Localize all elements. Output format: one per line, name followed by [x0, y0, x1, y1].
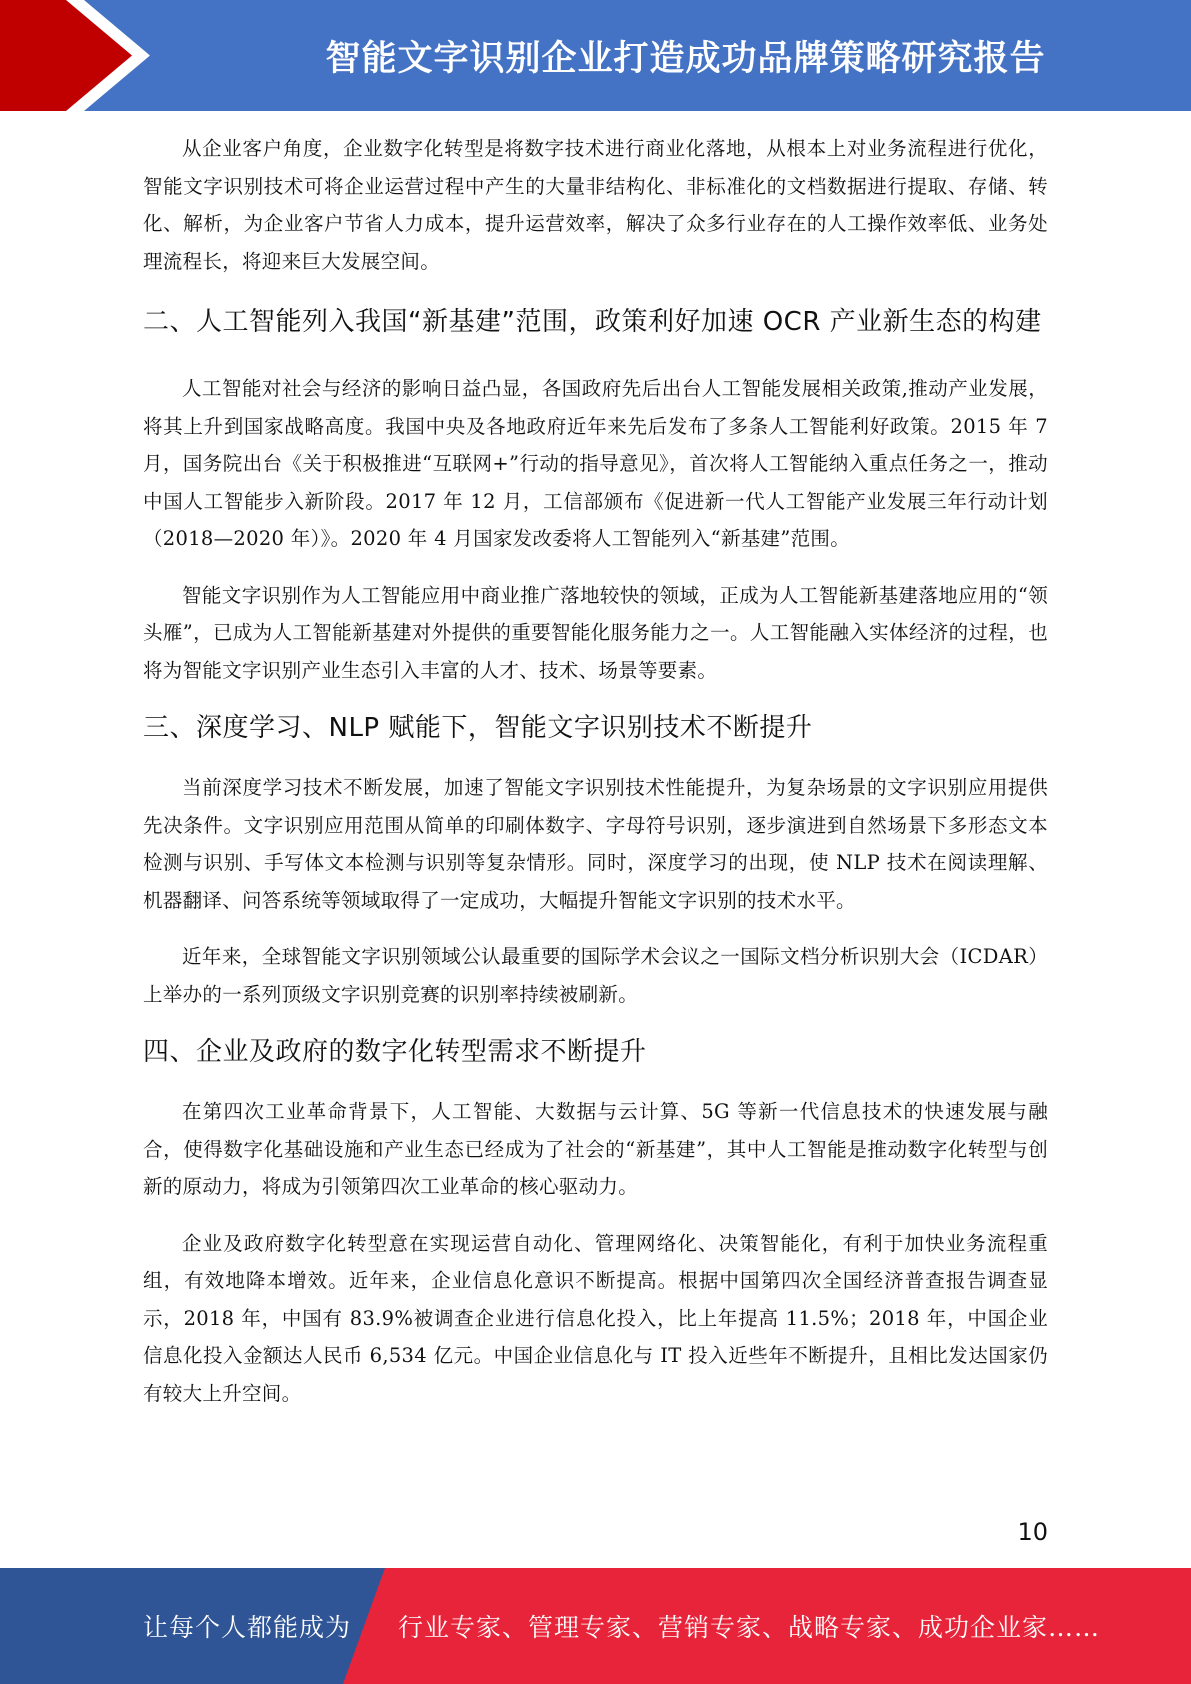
paragraph-enterprise-it-investment: 企业及政府数字化转型意在实现运营自动化、管理网络化、决策智能化，有利于加快业务流程重组，有效地降本增效。近年来，企业信息化意识不断提高。根据中国第四次全国经济普查报告调查显示，2018 年，中国有 83.9%被调查企业进行信息化投入，比上年提高 11.5%；2018 年，中国企业信息化投入金额达人民币 6,534 亿元。中国企业信息化与 IT 投入近些年不断提升，且相比发达国家仍有较大上升空间。 [143, 1231, 1048, 1405]
paragraph-enterprise-customers: 从企业客户角度，企业数字化转型是将数字技术进行商业化落地，从根本上对业务流程进行优化，智能文字识别技术可将企业运营过程中产生的大量非结构化、非标准化的文档数据进行提取、存储、转化、解析，为企业客户节省人力成本，提升运营效率，解决了众多行业存在的人工操作效率低、业务处理流程长，将迎来巨大发展空间。 [143, 137, 1048, 273]
paragraph-ocr-lead-goose: 智能文字识别作为人工智能应用中商业推广落地较快的领域，正成为人工智能新基建落地应用的“领头雁”，已成为人工智能新基建对外提供的重要智能化服务能力之一。人工智能融入实体经济的过程，也将为智能文字识别产业生态引入丰富的人才、技术、场景等要素。 [143, 583, 1048, 682]
report-title: 智能文字识别企业打造成功品牌策略研究报告 [325, 38, 1046, 79]
paragraph-icdar: 近年来，全球智能文字识别领域公认最重要的国际学术会议之一国际文档分析识别大会（ICDAR）上举办的一系列顶级文字识别竞赛的识别率持续被刷新。 [143, 945, 1048, 1006]
chevron-icon [0, 0, 160, 111]
page-number: 10 [1017, 1518, 1048, 1546]
paragraph-fourth-industrial-revolution: 在第四次工业革命背景下，人工智能、大数据与云计算、5G 等新一代信息技术的快速发展与融合，使得数字化基础设施和产业生态已经成为了社会的“新基建”，其中人工智能是推动数字化转型与创新的原动力，将成为引领第四次工业革命的核心驱动力。 [143, 1100, 1048, 1198]
section-heading-deep-learning: 三、深度学习、NLP 赋能下，智能文字识别技术不断提升 [143, 713, 813, 743]
page-content [143, 130, 1048, 1431]
page-footer [0, 1568, 1191, 1684]
section-heading-new-infrastructure: 二、人工智能列入我国“新基建”范围，政策利好加速 OCR 产业新生态的构建 [143, 307, 1042, 337]
paragraph-ai-policy: 人工智能对社会与经济的影响日益凸显，各国政府先后出台人工智能发展相关政策,推动产业发展，将其上升到国家战略高度。我国中央及各地政府近年来先后发布了多条人工智能利好政策。2015 年 7 月，国务院出台《关于积极推进“互联网+”行动的指导意见》，首次将人工智能纳入重点任务之一，推动中国人工智能步入新阶段。2017 年 12 月，工信部颁布《促进新一代人工智能产业发展三年行动计划（2018—2020 年）》。2020 年 4 月国家发改委将人工智能列入“新基建”范围。 [143, 377, 1048, 550]
paragraph-deep-learning: 当前深度学习技术不断发展，加速了智能文字识别技术性能提升，为复杂场景的文字识别应用提供先决条件。文字识别应用范围从简单的印刷体数字、字母符号识别，逐步演进到自然场景下多形态文本检测与识别、手写体文本检测与识别等复杂情形。同时，深度学习的出现，使 NLP 技术在阅读理解、机器翻译、问答系统等领域取得了一定成功，大幅提升智能文字识别的技术水平。 [143, 776, 1048, 912]
footer-slogan-right: 行业专家、管理专家、营销专家、战略专家、成功企业家…… [398, 1613, 1101, 1642]
section-heading-digital-transformation: 四、企业及政府的数字化转型需求不断提升 [143, 1037, 647, 1067]
footer-slogan-left: 让每个人都能成为 [143, 1613, 352, 1642]
page-header [0, 0, 1191, 111]
